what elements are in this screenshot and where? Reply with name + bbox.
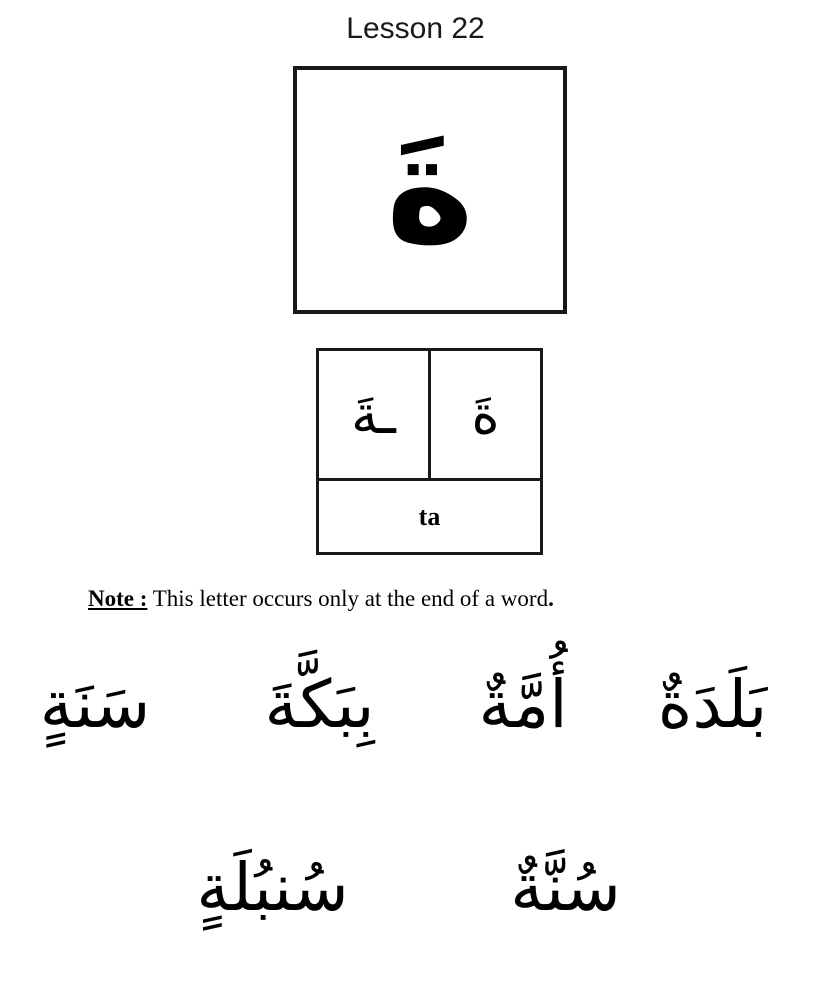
transliteration: ta xyxy=(418,501,441,531)
note-text: This letter occurs only at the end of a word xyxy=(147,586,549,611)
note-label: Note : xyxy=(88,586,148,611)
letter-display-box xyxy=(293,66,567,314)
note xyxy=(88,586,554,612)
word-row1-1: بَلَدَةٌ xyxy=(657,666,768,743)
word-row1-3: بِبَكَّةَ xyxy=(264,666,375,743)
word-row1-4: سَنَةٍ xyxy=(39,666,151,743)
word-row1-2: أُمَّةٌ xyxy=(478,666,568,743)
letter-forms-table xyxy=(316,348,543,555)
connected-form: ـةَ xyxy=(319,351,431,478)
word-row2-1: سُنَّةٌ xyxy=(510,849,621,926)
word-row2-2: سُنبُلَةٍ xyxy=(196,849,349,926)
main-letter: ةَ xyxy=(385,103,475,277)
lesson-title: Lesson 22 xyxy=(346,12,485,45)
note-end: . xyxy=(548,586,554,611)
letter-forms-row xyxy=(319,351,540,481)
isolated-form: ةَ xyxy=(471,383,500,446)
